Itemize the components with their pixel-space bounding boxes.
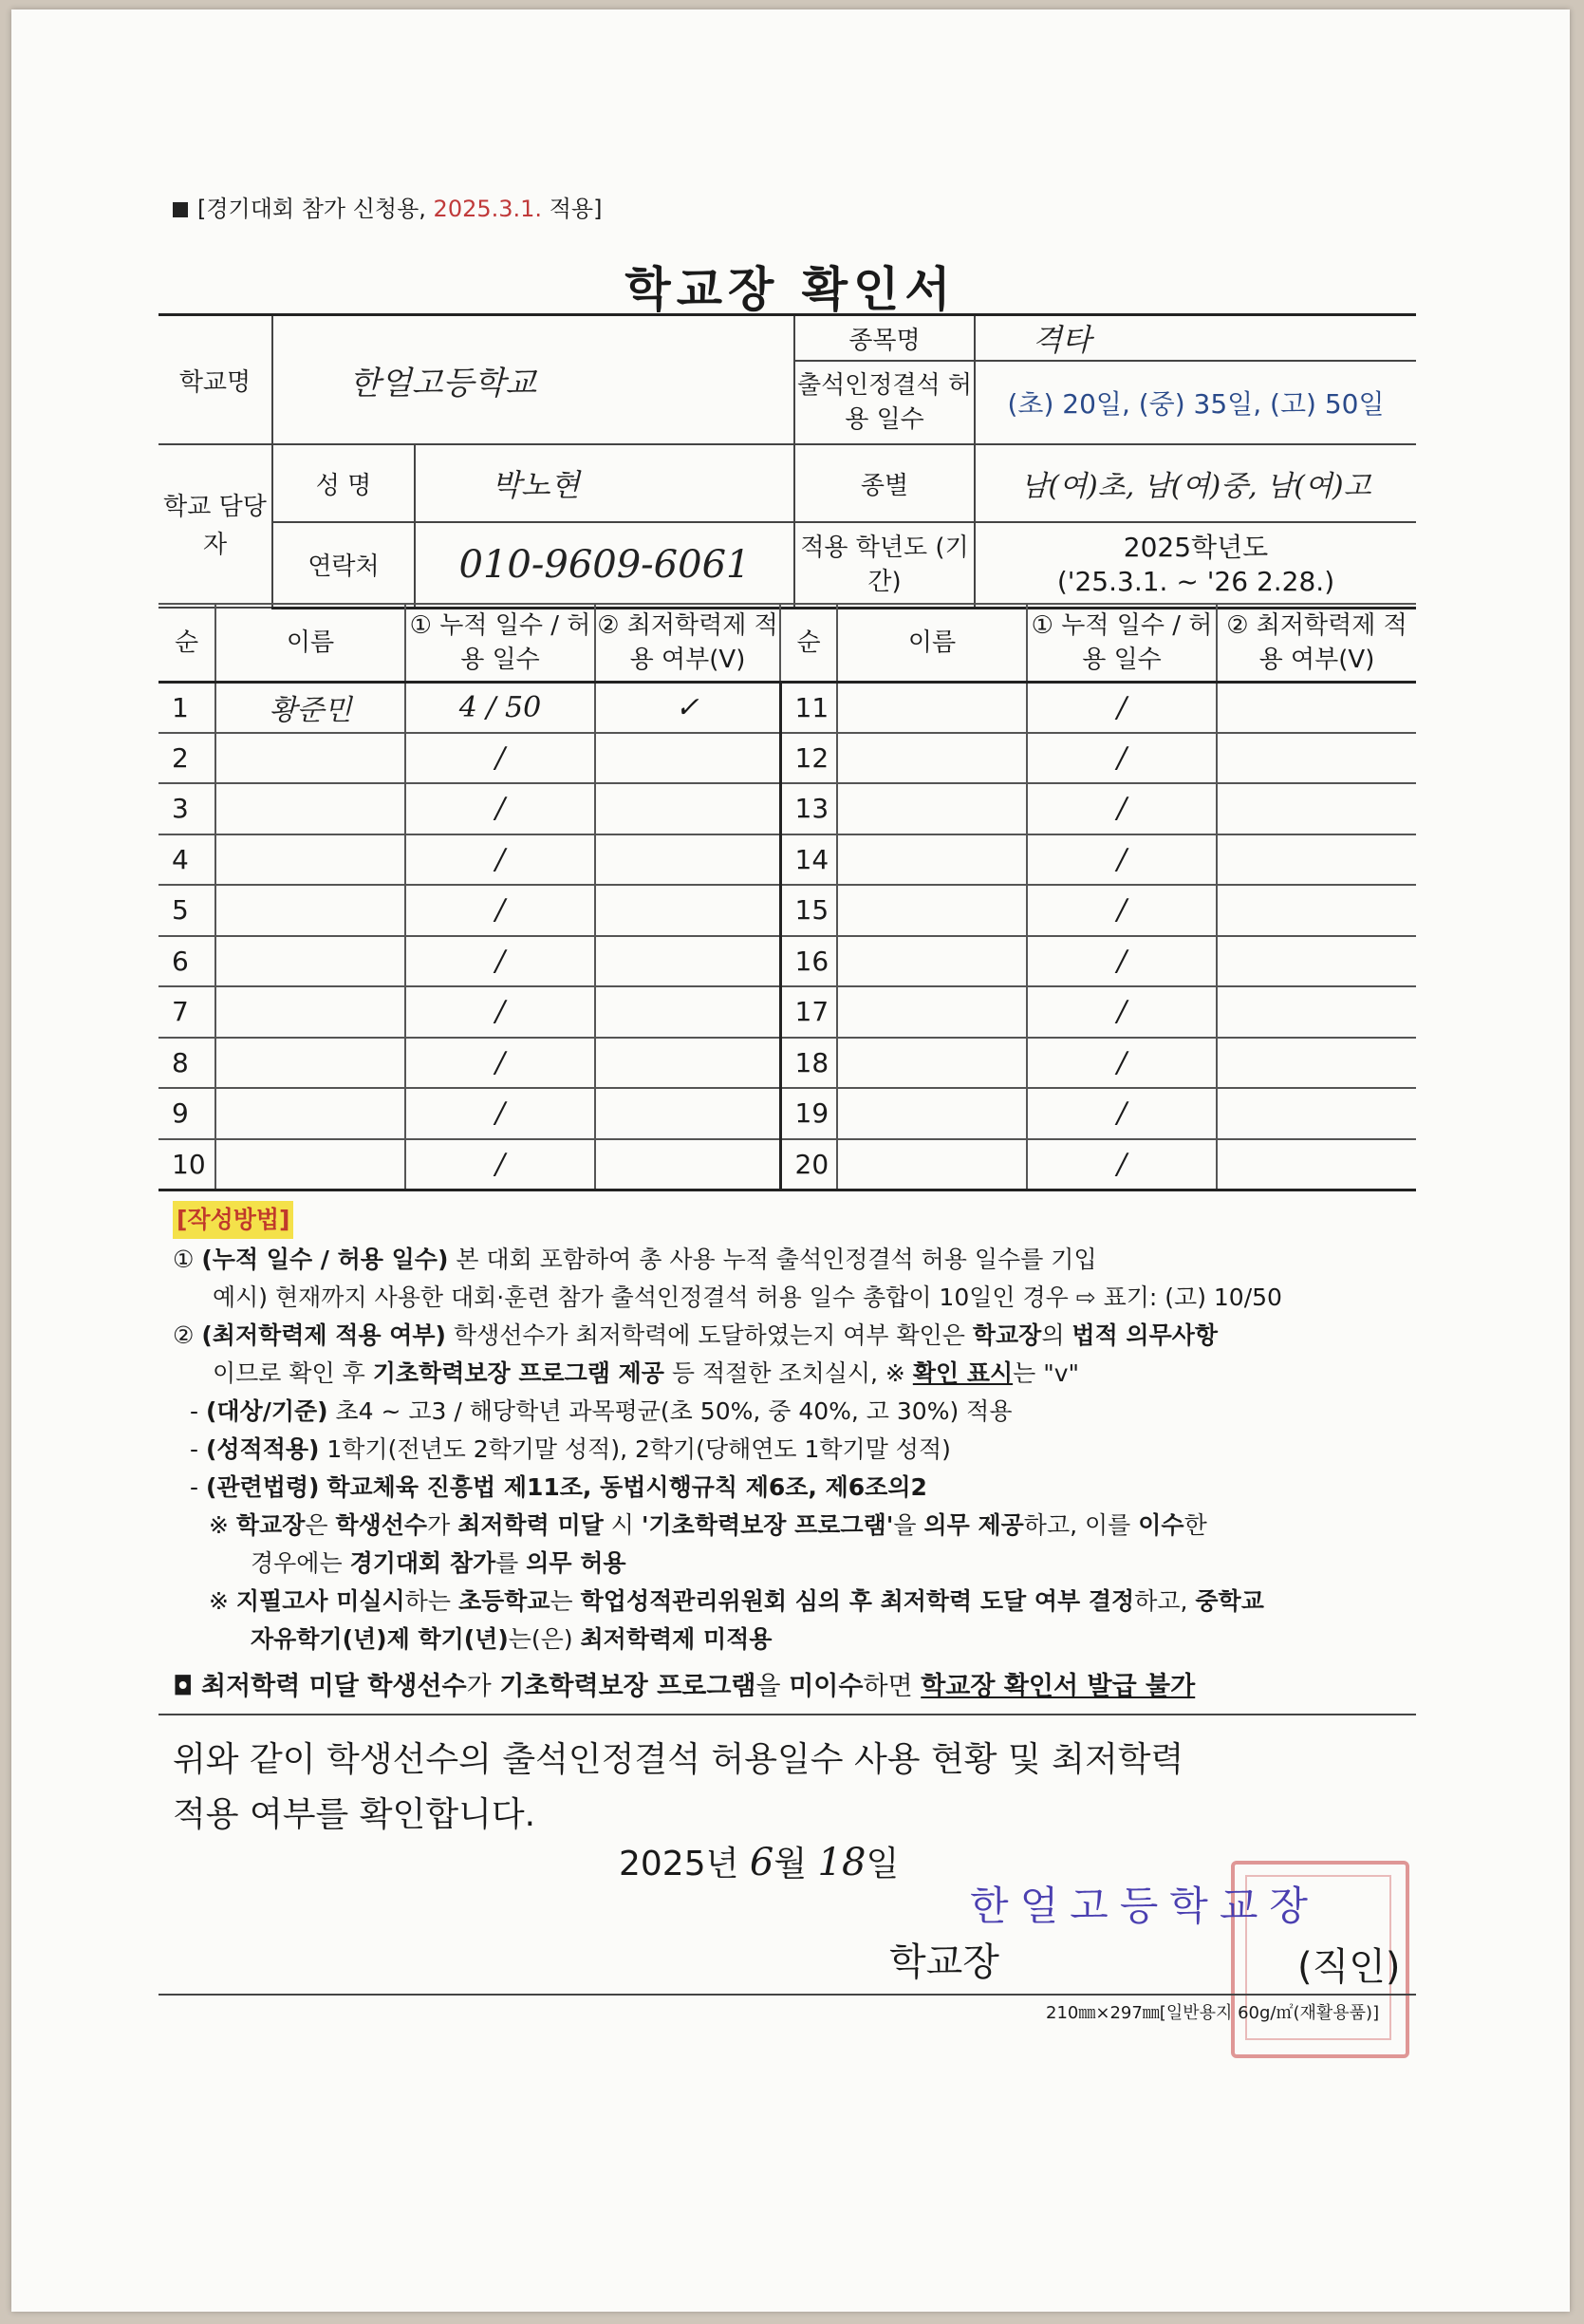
col-no-right: 순 — [780, 604, 837, 682]
note1-b2: 학생선수 — [335, 1511, 428, 1539]
note2-b1: 지필고사 미실시 — [235, 1587, 405, 1615]
date-year: 2025년 — [619, 1845, 739, 1884]
row-check — [1217, 834, 1416, 886]
item2-title: (최저학력제 적용 여부) — [201, 1321, 446, 1349]
row-name — [837, 682, 1027, 733]
row-name — [215, 885, 405, 936]
document-page — [11, 9, 1570, 2312]
row-name — [837, 1038, 1027, 1089]
row-check — [1217, 733, 1416, 784]
year-label: 적용 학년도 (기간) — [794, 522, 975, 608]
row-days: / — [1027, 1139, 1217, 1190]
row-number: 11 — [780, 682, 837, 733]
note1-t4: 을 — [893, 1511, 917, 1539]
row-check — [595, 1139, 780, 1190]
principal-label: 학교장 — [889, 1940, 999, 1984]
allowance-value: (초) 20일, (중) 35일, (고) 50일 — [975, 361, 1416, 444]
table-row — [158, 682, 1416, 733]
col-no: 순 — [158, 604, 215, 682]
sub3-text: 학교체육 진흥법 제11조, 동법시행규칙 제6조, 제6조의2 — [326, 1473, 927, 1501]
warn-b4: 학교장 확인서 발급 불가 — [921, 1672, 1196, 1701]
sub1-text: 초4 ~ 고3 / 해당학년 과목평균(초 50%, 중 40%, 고 30%) 적용 — [335, 1397, 1013, 1425]
row-days: / — [405, 834, 595, 886]
form-note-prefix: [경기대회 참가 신청용, — [197, 196, 426, 222]
item2-particle: 의 — [1041, 1321, 1065, 1349]
row-days: / — [1027, 682, 1217, 733]
row-check — [1217, 1088, 1416, 1139]
date-month-unit: 월 — [773, 1845, 808, 1884]
row-days: / — [405, 1139, 595, 1190]
row-check — [1217, 682, 1416, 733]
item2-line2b: 등 적절한 조치실시, ※ — [671, 1359, 905, 1387]
note1-line2a: 경우에는 — [251, 1549, 343, 1577]
roster-table — [158, 603, 1416, 1191]
form-note — [173, 190, 602, 223]
divider — [158, 1714, 1416, 1715]
row-days: 4 / 50 — [405, 682, 595, 733]
row-days: / — [1027, 783, 1217, 834]
row-check — [595, 936, 780, 987]
row-days: / — [1027, 936, 1217, 987]
table-row — [158, 834, 1416, 886]
row-number: 2 — [158, 733, 215, 784]
instructions-label: [작성방법] — [173, 1201, 293, 1239]
row-days: / — [1027, 733, 1217, 784]
row-number: 15 — [780, 885, 837, 936]
row-name: 황준민 — [215, 682, 405, 733]
table-row — [158, 783, 1416, 834]
col-days: ① 누적 일수 / 허용 일수 — [405, 604, 595, 682]
warn-b1: 최저학력 미달 학생선수 — [200, 1672, 467, 1701]
col-name: 이름 — [215, 604, 405, 682]
row-days: / — [1027, 1088, 1217, 1139]
warn-b3: 미이수 — [789, 1672, 864, 1701]
row-days: / — [405, 783, 595, 834]
row-name — [215, 1139, 405, 1190]
name-value: 박노현 — [415, 444, 794, 522]
warn-t1: 가 — [466, 1672, 492, 1701]
row-name — [837, 834, 1027, 886]
note1-t6: 한 — [1183, 1511, 1207, 1539]
confirmation-text — [173, 1733, 1407, 1843]
name-label: 성 명 — [272, 444, 415, 522]
row-name — [215, 986, 405, 1038]
manager-label: 학교 담당자 — [158, 444, 272, 608]
note1-mark: ※ — [209, 1511, 229, 1539]
row-check — [595, 733, 780, 784]
item2-text: 학생선수가 최저학력에 도달하였는지 여부 확인은 — [453, 1321, 965, 1349]
note1-b6: 이수 — [1138, 1511, 1184, 1539]
row-name — [215, 1088, 405, 1139]
row-number: 18 — [780, 1038, 837, 1089]
official-seal-label: (직인) — [1297, 1945, 1401, 1989]
note1-t5: 하고, 이를 — [1023, 1511, 1131, 1539]
allowance-label: 출석인정결석 허용 일수 — [794, 361, 975, 444]
item1-text: 본 대회 포함하여 총 사용 누적 출석인정결석 허용 일수를 기입 — [456, 1246, 1097, 1273]
row-days: / — [405, 986, 595, 1038]
note2-t1: 하는 — [404, 1587, 451, 1615]
warn-t2: 을 — [755, 1672, 781, 1701]
note2-b2: 초등학교 — [457, 1587, 550, 1615]
row-number: 16 — [780, 936, 837, 987]
year-cell — [975, 522, 1416, 608]
sport-label: 종목명 — [794, 315, 975, 362]
row-days: / — [405, 1088, 595, 1139]
row-number: 12 — [780, 733, 837, 784]
instructions: [작성방법] ① (누적 일수 / 허용 일수) 본 대회 포함하여 총 사용 누적 출석인정결석 허용 일수를 기입 예시) 현재까지 사용한 대회·훈련 참가 출석인정결석 허용 일수 총합이 10일인 경우 ⇨ 표기: (고) 10/50 ② (최저학력제 적용 여부) 학생선수가 최저학력에 도달하였는지 여부 확인은 학교장의 법적 의무사항 이므로 확인 후 기초학력보장 프로그램 제공 등 적절한 조치실시, ※ 확인 표시는 "v" - (대상/기준) 초4 ~ 고3 / 해당학년 과목평균(초 50%, 중 40%, 고 30%) 적용 - (성적적용) 1학기(전년도 2학기말 성적), 2학기(당해연도 1학기말 성적) - (관련법령) 학교체육 진흥법 제11조, 동법시행규칙 제6조, 제6조의2 ※ 학교장은 학생선수가 최저학력 미달 시 '기초학력보장 프로그램'을 의무 제공하고, 이를 이수한 경우에는 경기대회 참가를 의무 허용 ※ 지필고사 미실시하는 초등학교는 학업성적관리위원회 심의 후 최저학력 도달 여부 결정하고, 중학교 자유학기(년)제 학기(년)는(은) 최저학력제 미적용 ◘ 최저학력 미달 학생선수가 기초학력보장 프로그램을 미이수하면 학교장 확인서 발급 불가 — [173, 1201, 1426, 1706]
square-bullet-icon — [173, 202, 188, 217]
row-days: / — [1027, 986, 1217, 1038]
issue-date — [619, 1837, 899, 1885]
note2-line2c: 최저학력제 미적용 — [580, 1625, 773, 1653]
form-note-date: 2025.3.1. — [433, 196, 543, 222]
row-name — [837, 885, 1027, 936]
col-name-right: 이름 — [837, 604, 1027, 682]
row-name — [215, 733, 405, 784]
note2-t3: 하고, — [1134, 1587, 1188, 1615]
row-number: 4 — [158, 834, 215, 886]
year-period: ('25.3.1. ~ '26 2.28.) — [1056, 565, 1335, 597]
table-row — [158, 1088, 1416, 1139]
row-number: 1 — [158, 682, 215, 733]
contact-label: 연락처 — [272, 522, 415, 608]
row-number: 10 — [158, 1139, 215, 1190]
gender-value: 남(여)초, 남(여)중, 남(여)고 — [975, 444, 1416, 522]
row-check — [1217, 986, 1416, 1038]
item2-check-mark: 확인 표시 — [912, 1359, 1014, 1387]
paper-spec: 210㎜×297㎜[일반용지 60g/㎡(재활용품)] — [1046, 2003, 1380, 2023]
note1-t2: 가 — [427, 1511, 451, 1539]
item2-line2a: 이므로 확인 후 — [213, 1359, 365, 1387]
table-row — [158, 733, 1416, 784]
row-check — [595, 834, 780, 886]
item2-duty: 법적 의무사항 — [1072, 1321, 1219, 1349]
note1-t3: 시 — [610, 1511, 634, 1539]
year-value: 2025학년도 — [1123, 531, 1269, 563]
row-days: / — [1027, 1038, 1217, 1089]
note2-b4: 중학교 — [1195, 1587, 1264, 1615]
table-row — [158, 936, 1416, 987]
row-check — [1217, 1038, 1416, 1089]
warning-icon: ◘ — [173, 1672, 194, 1701]
row-number: 13 — [780, 783, 837, 834]
sub2-title: (성적적용) — [205, 1435, 320, 1463]
warn-t3: 하면 — [863, 1672, 913, 1701]
item1-title: (누적 일수 / 허용 일수) — [201, 1246, 449, 1273]
row-number: 7 — [158, 986, 215, 1038]
form-note-suffix: 적용] — [549, 196, 603, 222]
footer-divider — [158, 1994, 1416, 1996]
table-row — [158, 986, 1416, 1038]
row-number: 19 — [780, 1088, 837, 1139]
row-number: 9 — [158, 1088, 215, 1139]
row-check — [595, 783, 780, 834]
row-name — [837, 783, 1027, 834]
note2-b3: 학업성적관리위원회 심의 후 최저학력 도달 여부 결정 — [580, 1587, 1135, 1615]
row-check — [1217, 783, 1416, 834]
row-number: 3 — [158, 783, 215, 834]
row-name — [215, 1038, 405, 1089]
note1-line2d: 의무 허용 — [526, 1549, 626, 1577]
row-number: 14 — [780, 834, 837, 886]
row-name — [837, 1139, 1027, 1190]
row-check — [595, 986, 780, 1038]
row-name — [837, 1088, 1027, 1139]
note1-b4: '기초학력보장 프로그램' — [641, 1511, 894, 1539]
page-title: 학교장 확인서 — [624, 262, 957, 317]
note2-line2a: 자유학기(년)제 학기(년) — [251, 1625, 509, 1653]
row-check — [1217, 885, 1416, 936]
col-minimum: ② 최저학력제 적용 여부(V) — [595, 604, 780, 682]
note1-line2b: 경기대회 참가 — [349, 1549, 496, 1577]
item2-number: ② — [173, 1321, 195, 1349]
row-name — [837, 733, 1027, 784]
note1-t1: 은 — [305, 1511, 328, 1539]
note2-line2b: 는(은) — [508, 1625, 573, 1653]
date-month: 6 — [749, 1841, 774, 1884]
info-table — [158, 313, 1416, 609]
item2-program: 기초학력보장 프로그램 제공 — [372, 1359, 664, 1387]
note1-b5: 의무 제공 — [923, 1511, 1024, 1539]
row-days: / — [405, 733, 595, 784]
school-label: 학교명 — [158, 315, 272, 445]
school-value: 한얼고등학교 — [272, 315, 794, 445]
gender-label: 종별 — [794, 444, 975, 522]
table-row — [158, 885, 1416, 936]
row-name — [837, 986, 1027, 1038]
note2-mark: ※ — [209, 1587, 229, 1615]
sub2-text: 1학기(전년도 2학기말 성적), 2학기(당해연도 1학기말 성적) — [326, 1435, 951, 1463]
row-check — [595, 1088, 780, 1139]
note1-line2c: 를 — [495, 1549, 519, 1577]
col-days-right: ① 누적 일수 / 허용 일수 — [1027, 604, 1217, 682]
col-minimum-right: ② 최저학력제 적용 여부(V) — [1217, 604, 1416, 682]
sub3-title: (관련법령) — [205, 1473, 320, 1501]
row-name — [215, 834, 405, 886]
row-name — [837, 936, 1027, 987]
note1-b1: 학교장 — [235, 1511, 306, 1539]
item1-example: 예시) 현재까지 사용한 대회·훈련 참가 출석인정결석 허용 일수 총합이 10일인 경우 ⇨ 표기: (고) 10/50 — [213, 1284, 1282, 1311]
confirmation-line2: 적용 여부를 확인합니다. — [173, 1795, 536, 1834]
row-days: / — [405, 1038, 595, 1089]
confirmation-line1: 위와 같이 학생선수의 출석인정결석 허용일수 사용 현황 및 최저학력 — [173, 1740, 1184, 1779]
table-row — [158, 1139, 1416, 1190]
contact-value: 010-9609-6061 — [415, 522, 794, 608]
item1-number: ① — [173, 1246, 195, 1273]
row-number: 17 — [780, 986, 837, 1038]
row-number: 20 — [780, 1139, 837, 1190]
row-check: ✓ — [595, 682, 780, 733]
warn-b2: 기초학력보장 프로그램 — [499, 1672, 756, 1701]
row-number: 5 — [158, 885, 215, 936]
item2-principal: 학교장 — [972, 1321, 1042, 1349]
row-check — [595, 885, 780, 936]
school-name-stamp: 한얼고등학교장 — [970, 1883, 1320, 1929]
row-check — [595, 1038, 780, 1089]
row-check — [1217, 1139, 1416, 1190]
row-days: / — [1027, 885, 1217, 936]
date-day: 18 — [817, 1841, 867, 1884]
row-days: / — [405, 885, 595, 936]
sport-value: 격타 — [975, 315, 1416, 362]
row-name — [215, 936, 405, 987]
row-days: / — [1027, 834, 1217, 886]
row-days: / — [405, 936, 595, 987]
row-name — [215, 783, 405, 834]
sub1-title: (대상/기준) — [205, 1397, 328, 1425]
item2-line2c: 는 "v" — [1013, 1359, 1080, 1387]
row-number: 6 — [158, 936, 215, 987]
row-check — [1217, 936, 1416, 987]
note1-b3: 최저학력 미달 — [457, 1511, 604, 1539]
note2-t2: 는 — [550, 1587, 573, 1615]
date-day-unit: 일 — [866, 1845, 900, 1884]
table-row — [158, 1038, 1416, 1089]
row-number: 8 — [158, 1038, 215, 1089]
